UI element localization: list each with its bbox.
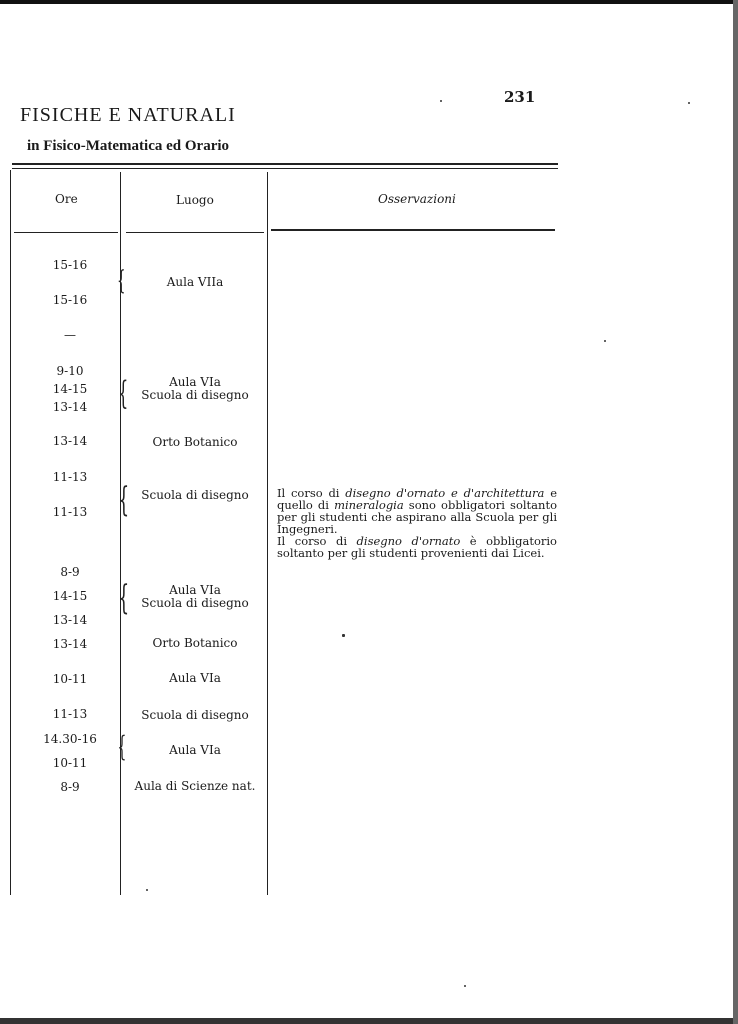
ore-cell: 9-10 xyxy=(56,364,84,378)
header-underline-osservazioni xyxy=(271,229,555,231)
luogo-cell: Aula VIa xyxy=(169,583,221,597)
scan-speck xyxy=(342,634,345,637)
ore-cell: 11-13 xyxy=(52,505,88,519)
page-subtitle: in Fisico-Matematica ed Orario xyxy=(27,138,230,154)
note-text: Il corso di xyxy=(277,486,346,500)
luogo-cell: Scuola di disegno xyxy=(141,488,249,502)
ore-cell: 10-11 xyxy=(52,672,88,686)
note-emphasis: disegno d'ornato e d'architettura xyxy=(345,486,545,500)
ore-cell: 13-14 xyxy=(52,434,88,448)
ore-cell: 8-9 xyxy=(60,780,80,794)
page-title: FISICHE E NATURALI xyxy=(20,104,236,126)
luogo-cell: Orto Botanico xyxy=(152,435,238,449)
osservazioni-note xyxy=(277,487,557,559)
note-text: è obbligatorio soltanto per gli studenti provenienti dai Licei. xyxy=(277,534,557,560)
ore-cell: 14-15 xyxy=(52,382,88,396)
top-rule-2 xyxy=(12,168,558,169)
ore-cell: — xyxy=(64,328,76,342)
ore-cell: 8-9 xyxy=(60,565,80,579)
bottom-edge xyxy=(0,1018,738,1024)
luogo-cell: Aula VIa xyxy=(169,671,221,685)
top-rule-1 xyxy=(12,163,558,165)
note-paragraph-1 xyxy=(277,487,557,535)
ore-cell: 15-16 xyxy=(52,293,88,307)
ore-cell: 13-14 xyxy=(52,613,88,627)
luogo-cell: Scuola di disegno xyxy=(141,596,249,610)
luogo-cell: Scuola di disegno xyxy=(141,388,249,402)
scan-speck xyxy=(688,102,690,104)
top-edge xyxy=(0,0,738,4)
note-text: e quello di xyxy=(277,486,557,512)
ore-cell: 13-14 xyxy=(52,637,88,651)
header-underline-ore xyxy=(14,232,118,233)
ore-cell: 11-13 xyxy=(52,470,88,484)
ore-cell: 10-11 xyxy=(52,756,88,770)
right-edge xyxy=(733,0,738,1024)
brace-icon: { xyxy=(117,266,126,296)
ore-cell: 14.30-16 xyxy=(43,732,97,746)
luogo-cell: Scuola di disegno xyxy=(141,708,249,722)
luogo-cell: Aula di Scienze nat. xyxy=(134,779,256,793)
note-text: Il corso di xyxy=(277,534,357,548)
ore-cell: 13-14 xyxy=(52,400,88,414)
column-divider-2 xyxy=(267,172,268,895)
luogo-cell: Aula VIa xyxy=(169,375,221,389)
brace-icon: { xyxy=(118,578,130,618)
note-text: sono obbligatori soltanto per gli studenti che aspirano alla Scuola per gli Ingegneri. xyxy=(277,498,557,536)
scan-speck xyxy=(464,985,466,987)
brace-icon: { xyxy=(118,374,129,412)
header-luogo: Luogo xyxy=(176,193,214,207)
scan-speck xyxy=(146,889,148,891)
note-emphasis: mineralogia xyxy=(334,498,404,512)
left-border-line xyxy=(10,170,11,895)
luogo-cell: Aula VIa xyxy=(169,743,221,757)
brace-icon: { xyxy=(117,730,127,763)
ore-cell: 15-16 xyxy=(52,258,88,272)
ore-cell: 14-15 xyxy=(52,589,88,603)
luogo-cell: Orto Botanico xyxy=(152,636,238,650)
note-paragraph-2 xyxy=(277,535,557,559)
header-underline-luogo xyxy=(126,232,264,233)
scan-speck xyxy=(440,100,442,102)
page-number: 231 xyxy=(504,88,536,106)
luogo-cell: Aula VIIa xyxy=(166,275,224,289)
header-osservazioni: Osservazioni xyxy=(378,192,456,206)
note-emphasis: disegno d'ornato xyxy=(356,534,461,548)
header-ore: Ore xyxy=(55,192,78,206)
scan-speck xyxy=(604,340,606,342)
ore-cell: 11-13 xyxy=(52,707,88,721)
brace-icon: { xyxy=(118,480,130,520)
